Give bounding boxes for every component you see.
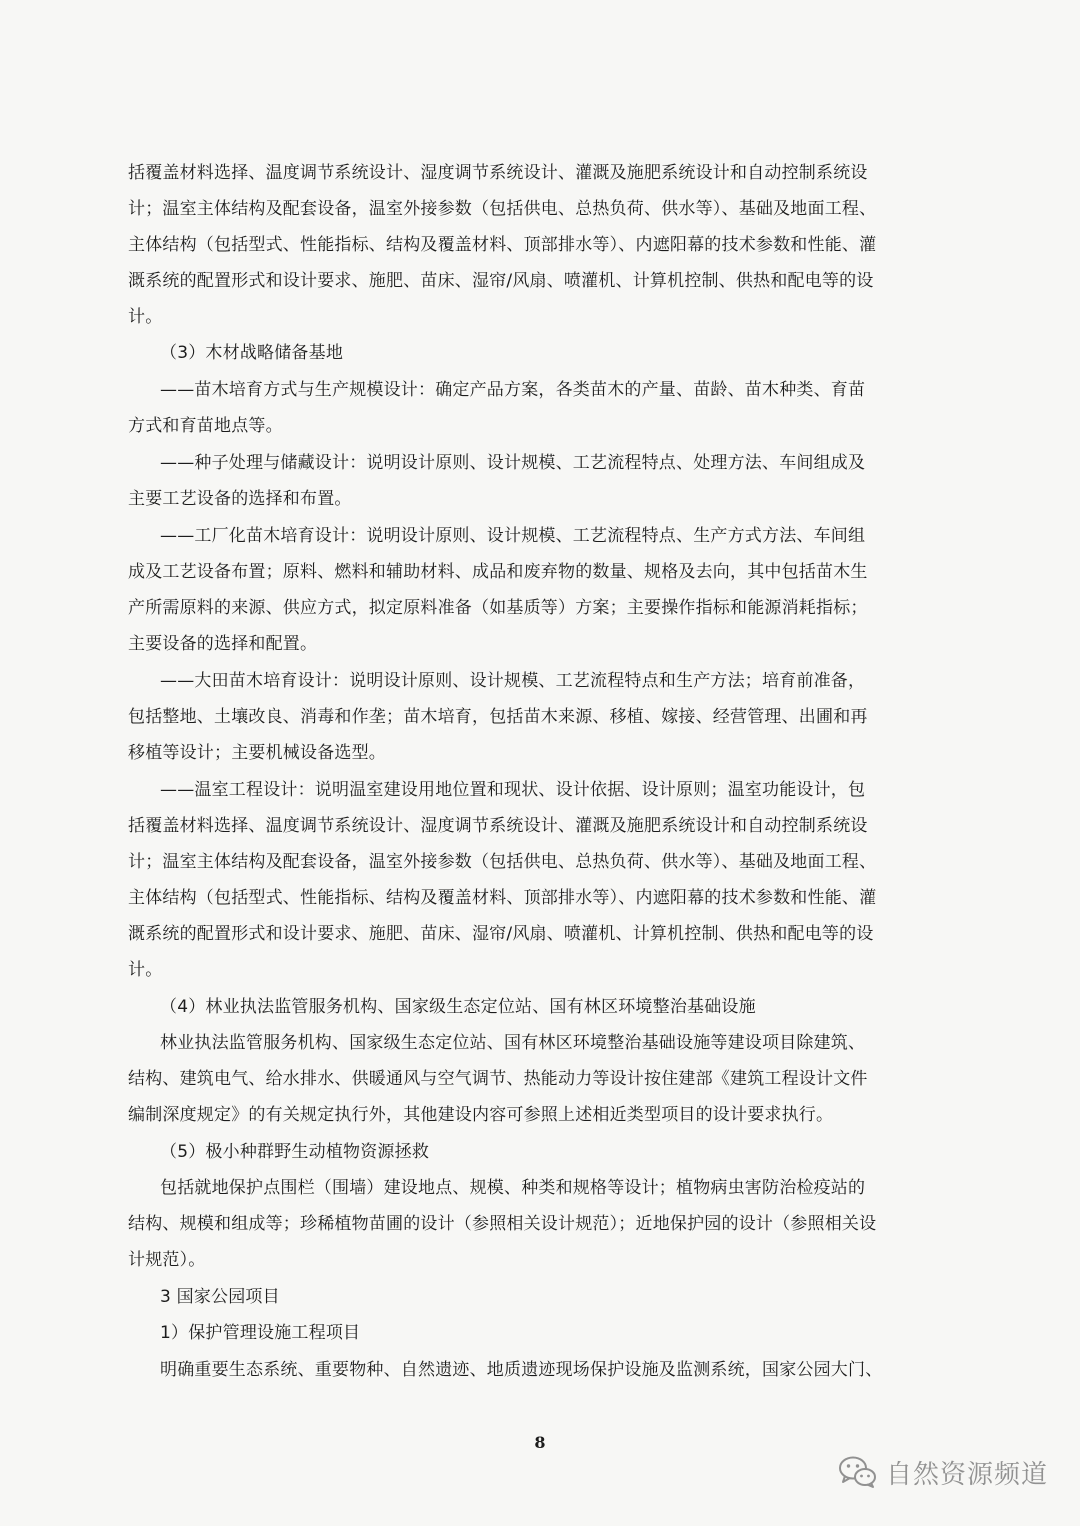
text-line: 溉系统的配置形式和设计要求、施肥、苗床、湿帘/风扇、喷灌机、计算机控制、供热和配电等的设	[128, 271, 874, 291]
section-heading: 1）保护管理设施工程项目	[160, 1323, 361, 1343]
section-heading: （4）林业执法监管服务机构、国家级生态定位站、国有林区环境整治基础设施	[160, 997, 756, 1017]
text-line: 括覆盖材料选择、温度调节系统设计、湿度调节系统设计、灌溉及施肥系统设计和自动控制系统设	[128, 816, 868, 836]
section-heading: （3）木材战略储备基地	[160, 343, 344, 363]
text-line: 主要工艺设备的选择和布置。	[128, 489, 352, 509]
text-line: 成及工艺设备布置；原料、燃料和辅助材料、成品和废弃物的数量、规格及去向，其中包括苗木生	[128, 562, 868, 582]
watermark-text: 自然资源频道	[886, 1459, 1049, 1490]
text-line: 计；温室主体结构及配套设备，温室外接参数（包括供电、总热负荷、供水等）、基础及地面工程、	[128, 199, 877, 219]
watermark	[838, 1454, 1048, 1490]
text-line: 产所需原料的来源、供应方式，拟定原料准备（如基质等）方案；主要操作指标和能源消耗指标；	[128, 598, 868, 618]
text-line: 溉系统的配置形式和设计要求、施肥、苗床、湿帘/风扇、喷灌机、计算机控制、供热和配电等的设	[128, 924, 874, 944]
text-line: 结构、建筑电气、给水排水、供暖通风与空气调节、热能动力等设计按住建部《建筑工程设计文件	[128, 1069, 868, 1089]
text-line: 主体结构（包括型式、性能指标、结构及覆盖材料、顶部排水等）、内遮阳幕的技术参数和性能、灌	[128, 888, 877, 908]
text-line: 明确重要生态系统、重要物种、自然遗迹、地质遗迹现场保护设施及监测系统，国家公园大门、	[160, 1360, 883, 1380]
page-number: 8	[534, 1433, 546, 1452]
text-line: 计；温室主体结构及配套设备，温室外接参数（包括供电、总热负荷、供水等）、基础及地面工程、	[128, 852, 877, 872]
text-line: ——工厂化苗木培育设计：说明设计原则、设计规模、工艺流程特点、生产方式方法、车间组	[160, 526, 866, 546]
text-line: 主要设备的选择和配置。	[128, 634, 318, 654]
text-line: 包括就地保护点围栏（围墙）建设地点、规模、种类和规格等设计；植物病虫害防治检疫站的	[160, 1178, 866, 1198]
text-line: ——大田苗木培育设计：说明设计原则、设计规模、工艺流程特点和生产方法；培育前准备，	[160, 671, 866, 691]
text-line: 主体结构（包括型式、性能指标、结构及覆盖材料、顶部排水等）、内遮阳幕的技术参数和性能、灌	[128, 235, 877, 255]
wechat-icon	[838, 1455, 878, 1489]
text-line: 包括整地、土壤改良、消毒和作垄；苗木培育，包括苗木来源、移植、嫁接、经营管理、出圃和再	[128, 707, 868, 727]
text-line: 移植等设计；主要机械设备选型。	[128, 743, 386, 763]
section-heading: 3 国家公园项目	[160, 1287, 280, 1307]
text-line: 计。	[128, 307, 163, 327]
text-line: ——苗木培育方式与生产规模设计：确定产品方案，各类苗木的产量、苗龄、苗木种类、育苗	[160, 380, 866, 400]
text-line: 计。	[128, 960, 163, 980]
text-line: 计规范）。	[128, 1250, 206, 1270]
text-line: 林业执法监管服务机构、国家级生态定位站、国有林区环境整治基础设施等建设项目除建筑、	[160, 1033, 866, 1053]
text-line: 括覆盖材料选择、温度调节系统设计、湿度调节系统设计、灌溉及施肥系统设计和自动控制系统设	[128, 163, 868, 183]
text-line: ——种子处理与储藏设计：说明设计原则、设计规模、工艺流程特点、处理方法、车间组成及	[160, 453, 866, 473]
text-line: 结构、规模和组成等；珍稀植物苗圃的设计（参照相关设计规范）；近地保护园的设计（参照相关设	[128, 1214, 877, 1234]
text-line: 方式和育苗地点等。	[128, 416, 283, 436]
text-line: ——温室工程设计：说明温室建设用地位置和现状、设计依据、设计原则；温室功能设计，包	[160, 780, 866, 800]
text-line: 编制深度规定》的有关规定执行外，其他建设内容可参照上述相近类型项目的设计要求执行。	[128, 1105, 834, 1125]
section-heading: （5）极小种群野生动植物资源拯救	[160, 1142, 430, 1162]
